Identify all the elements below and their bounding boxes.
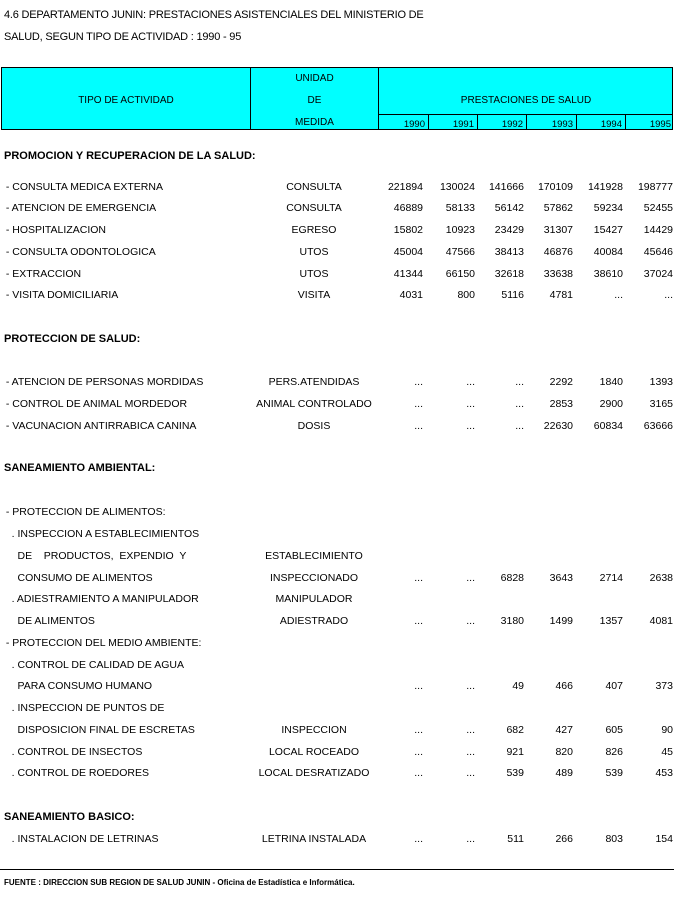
cell-1991: ... <box>466 767 475 779</box>
cell-1995: 14429 <box>643 224 673 236</box>
cell-1992: 5116 <box>501 289 524 301</box>
section-title: PROMOCION Y RECUPERACION DE LA SALUD: <box>4 150 256 162</box>
row-label: . CONTROL DE INSECTOS <box>0 746 143 758</box>
cell-1995: 90 <box>661 724 673 736</box>
cell-1994: 60834 <box>593 420 623 432</box>
table-row <box>0 376 691 390</box>
header-year: 1993 <box>551 119 573 130</box>
table-row <box>0 420 691 434</box>
cell-1990: ... <box>414 376 423 388</box>
cell-1990: ... <box>414 615 423 627</box>
table-row <box>0 724 691 738</box>
cell-1990: ... <box>414 746 423 758</box>
cell-1994: 141928 <box>587 181 623 193</box>
row-label: . INSTALACION DE LETRINAS <box>0 833 159 845</box>
table-row <box>0 506 691 520</box>
cell-1992: 511 <box>507 833 524 845</box>
cell-1994: 59234 <box>593 202 623 214</box>
source-note: FUENTE : DIRECCION SUB REGION DE SALUD JUNIN - Oficina de Estadística e Informática. <box>4 878 355 887</box>
cell-1992: 49 <box>512 680 524 692</box>
row-unit: LETRINA INSTALADA <box>261 833 367 845</box>
cell-1991: ... <box>466 376 475 388</box>
row-label: . INSPECCION A ESTABLECIMIENTOS <box>0 528 200 540</box>
cell-1994: 38610 <box>593 268 623 280</box>
cell-1990: ... <box>414 398 423 410</box>
row-unit: LOCAL ROCEADO <box>268 746 360 758</box>
cell-1993: 170109 <box>537 181 573 193</box>
cell-1992: 56142 <box>494 202 524 214</box>
row-label: DISPOSICION FINAL DE ESCRETAS <box>0 724 195 736</box>
row-unit: INSPECCIONADO <box>269 572 359 584</box>
cell-1991: 10923 <box>445 224 475 236</box>
cell-1995: 453 <box>655 767 673 779</box>
cell-1992: 141666 <box>488 181 524 193</box>
cell-1992: ... <box>515 376 524 388</box>
cell-1993: 22630 <box>543 420 573 432</box>
cell-1993: 2853 <box>549 398 573 410</box>
row-label: . INSPECCION DE PUNTOS DE <box>0 702 165 714</box>
row-label: - HOSPITALIZACION <box>0 224 106 236</box>
cell-1991: ... <box>466 724 475 736</box>
cell-1992: 921 <box>506 746 524 758</box>
row-label: - VACUNACION ANTIRRABICA CANINA <box>0 420 197 432</box>
cell-1993: 33638 <box>543 268 573 280</box>
cell-1993: 46876 <box>543 246 573 258</box>
row-unit: VISITA <box>297 289 331 301</box>
table-row <box>0 680 691 694</box>
row-label: PARA CONSUMO HUMANO <box>0 680 153 692</box>
cell-1991: ... <box>466 680 475 692</box>
table-row <box>0 833 691 847</box>
cell-1991: 47566 <box>445 246 475 258</box>
cell-1993: 266 <box>555 833 573 845</box>
cell-1992: 23429 <box>494 224 524 236</box>
row-unit: LOCAL DESRATIZADO <box>258 767 370 779</box>
cell-1990: ... <box>414 420 423 432</box>
table-row <box>0 637 691 651</box>
cell-1992: ... <box>515 420 524 432</box>
row-unit: DOSIS <box>297 420 331 432</box>
cell-1995: 4081 <box>649 615 673 627</box>
table-row <box>0 615 691 629</box>
row-label: - CONSULTA ODONTOLOGICA <box>0 246 156 258</box>
row-unit: INSPECCION <box>281 724 347 736</box>
table-row <box>0 398 691 412</box>
cell-1994: 2900 <box>599 398 623 410</box>
table-row <box>0 268 691 282</box>
cell-1991: ... <box>466 572 475 584</box>
cell-1991: ... <box>466 398 475 410</box>
cell-1990: 46889 <box>393 202 423 214</box>
table-row <box>0 202 691 216</box>
cell-1990: ... <box>414 767 423 779</box>
cell-1990: 41344 <box>393 268 423 280</box>
cell-1993: 31307 <box>543 224 573 236</box>
cell-1991: ... <box>466 420 475 432</box>
row-label: - ATENCION DE PERSONAS MORDIDAS <box>0 376 204 388</box>
cell-1992: ... <box>515 398 524 410</box>
cell-1994: 40084 <box>593 246 623 258</box>
cell-1995: 45646 <box>643 246 673 258</box>
cell-1993: 466 <box>555 680 573 692</box>
section-title: SANEAMIENTO AMBIENTAL: <box>4 462 156 474</box>
cell-1990: 45004 <box>393 246 423 258</box>
cell-1990: ... <box>414 724 423 736</box>
row-label: - CONSULTA MEDICA EXTERNA <box>0 181 163 193</box>
header-year: 1994 <box>600 119 622 130</box>
cell-1992: 3180 <box>500 615 524 627</box>
row-label: DE PRODUCTOS, EXPENDIO Y <box>0 550 187 562</box>
row-unit: UTOS <box>299 246 329 258</box>
header-de: DE <box>307 95 322 106</box>
header-unidad: UNIDAD <box>295 73 334 84</box>
table-row <box>0 572 691 586</box>
row-unit: UTOS <box>299 268 329 280</box>
cell-1991: 130024 <box>439 181 475 193</box>
cell-1990: ... <box>414 572 423 584</box>
table-row <box>0 550 691 564</box>
cell-1995: 37024 <box>643 268 673 280</box>
cell-1990: 4031 <box>399 289 423 301</box>
header-year: 1991 <box>452 119 474 130</box>
cell-1994: 539 <box>605 767 623 779</box>
table-title-line-1: 4.6 DEPARTAMENTO JUNIN: PRESTACIONES ASISTENCIALES DEL MINISTERIO DE <box>4 9 424 21</box>
cell-1992: 32618 <box>494 268 524 280</box>
row-unit: CONSULTA <box>286 181 342 193</box>
cell-1993: 3643 <box>549 572 573 584</box>
row-label: - EXTRACCION <box>0 268 82 280</box>
header-year: 1992 <box>501 119 523 130</box>
header-year: 1995 <box>649 119 671 130</box>
cell-1994: 2714 <box>599 572 623 584</box>
cell-1995: 373 <box>655 680 673 692</box>
table-row <box>0 593 691 607</box>
cell-1993: 4781 <box>549 289 573 301</box>
cell-1990: ... <box>414 833 423 845</box>
cell-1995: 45 <box>661 746 673 758</box>
table-row <box>0 181 691 195</box>
row-unit: CONSULTA <box>286 202 342 214</box>
cell-1992: 682 <box>506 724 524 736</box>
cell-1993: 2292 <box>549 376 573 388</box>
cell-1990: 15802 <box>393 224 423 236</box>
row-unit: ESTABLECIMIENTO <box>265 550 363 562</box>
row-label: - VISITA DOMICILIARIA <box>0 289 119 301</box>
cell-1995: 198777 <box>637 181 673 193</box>
cell-1990: 221894 <box>387 181 423 193</box>
row-label: - ATENCION DE EMERGENCIA <box>0 202 157 214</box>
header-prestaciones: PRESTACIONES DE SALUD <box>460 95 592 106</box>
cell-1991: 800 <box>457 289 475 301</box>
row-unit: MANIPULADOR <box>275 593 353 605</box>
cell-1993: 489 <box>555 767 573 779</box>
header-year: 1990 <box>403 119 425 130</box>
table-row <box>0 246 691 260</box>
cell-1994: 605 <box>605 724 623 736</box>
cell-1995: 3165 <box>649 398 673 410</box>
section-title: SANEAMIENTO BASICO: <box>4 811 135 823</box>
cell-1995: 154 <box>655 833 673 845</box>
table-header <box>1 67 673 130</box>
footer-rule <box>0 869 674 870</box>
row-label: - PROTECCION DE ALIMENTOS: <box>0 506 166 518</box>
cell-1995: 52455 <box>643 202 673 214</box>
cell-1994: 15427 <box>593 224 623 236</box>
cell-1993: 427 <box>555 724 573 736</box>
cell-1994: ... <box>614 289 623 301</box>
row-label: . CONTROL DE CALIDAD DE AGUA <box>0 659 184 671</box>
section-title: PROTECCION DE SALUD: <box>4 333 141 345</box>
cell-1992: 6828 <box>500 572 524 584</box>
cell-1994: 1840 <box>599 376 623 388</box>
cell-1990: ... <box>414 680 423 692</box>
row-unit: ADIESTRADO <box>279 615 349 627</box>
cell-1994: 826 <box>605 746 623 758</box>
row-label: . CONTROL DE ROEDORES <box>0 767 149 779</box>
header-tipo-actividad: TIPO DE ACTIVIDAD <box>78 95 174 106</box>
cell-1992: 539 <box>506 767 524 779</box>
table-title-line-2: SALUD, SEGUN TIPO DE ACTIVIDAD : 1990 - 95 <box>4 31 242 43</box>
row-label: DE ALIMENTOS <box>0 615 95 627</box>
cell-1991: ... <box>466 746 475 758</box>
row-label: . ADIESTRAMIENTO A MANIPULADOR <box>0 593 199 605</box>
cell-1993: 1499 <box>549 615 573 627</box>
cell-1995: 63666 <box>643 420 673 432</box>
cell-1995: 1393 <box>649 376 673 388</box>
row-unit: PERS.ATENDIDAS <box>268 376 360 388</box>
cell-1994: 407 <box>605 680 623 692</box>
cell-1994: 1357 <box>599 615 623 627</box>
row-label: CONSUMO DE ALIMENTOS <box>0 572 153 584</box>
cell-1993: 820 <box>555 746 573 758</box>
table-row <box>0 224 691 238</box>
row-label: - CONTROL DE ANIMAL MORDEDOR <box>0 398 188 410</box>
row-unit: EGRESO <box>291 224 337 236</box>
cell-1993: 57862 <box>543 202 573 214</box>
cell-1994: 803 <box>605 833 623 845</box>
table-row <box>0 289 691 303</box>
header-medida: MEDIDA <box>295 117 334 128</box>
table-row <box>0 746 691 760</box>
table-row <box>0 702 691 716</box>
table-row <box>0 528 691 542</box>
cell-1991: 66150 <box>445 268 475 280</box>
cell-1991: ... <box>466 615 475 627</box>
row-unit: ANIMAL CONTROLADO <box>256 398 372 410</box>
table-row <box>0 659 691 673</box>
cell-1991: ... <box>466 833 475 845</box>
cell-1991: 58133 <box>445 202 475 214</box>
cell-1995: 2638 <box>649 572 673 584</box>
cell-1992: 38413 <box>494 246 524 258</box>
cell-1995: ... <box>664 289 673 301</box>
table-row <box>0 767 691 781</box>
row-label: - PROTECCION DEL MEDIO AMBIENTE: <box>0 637 202 649</box>
